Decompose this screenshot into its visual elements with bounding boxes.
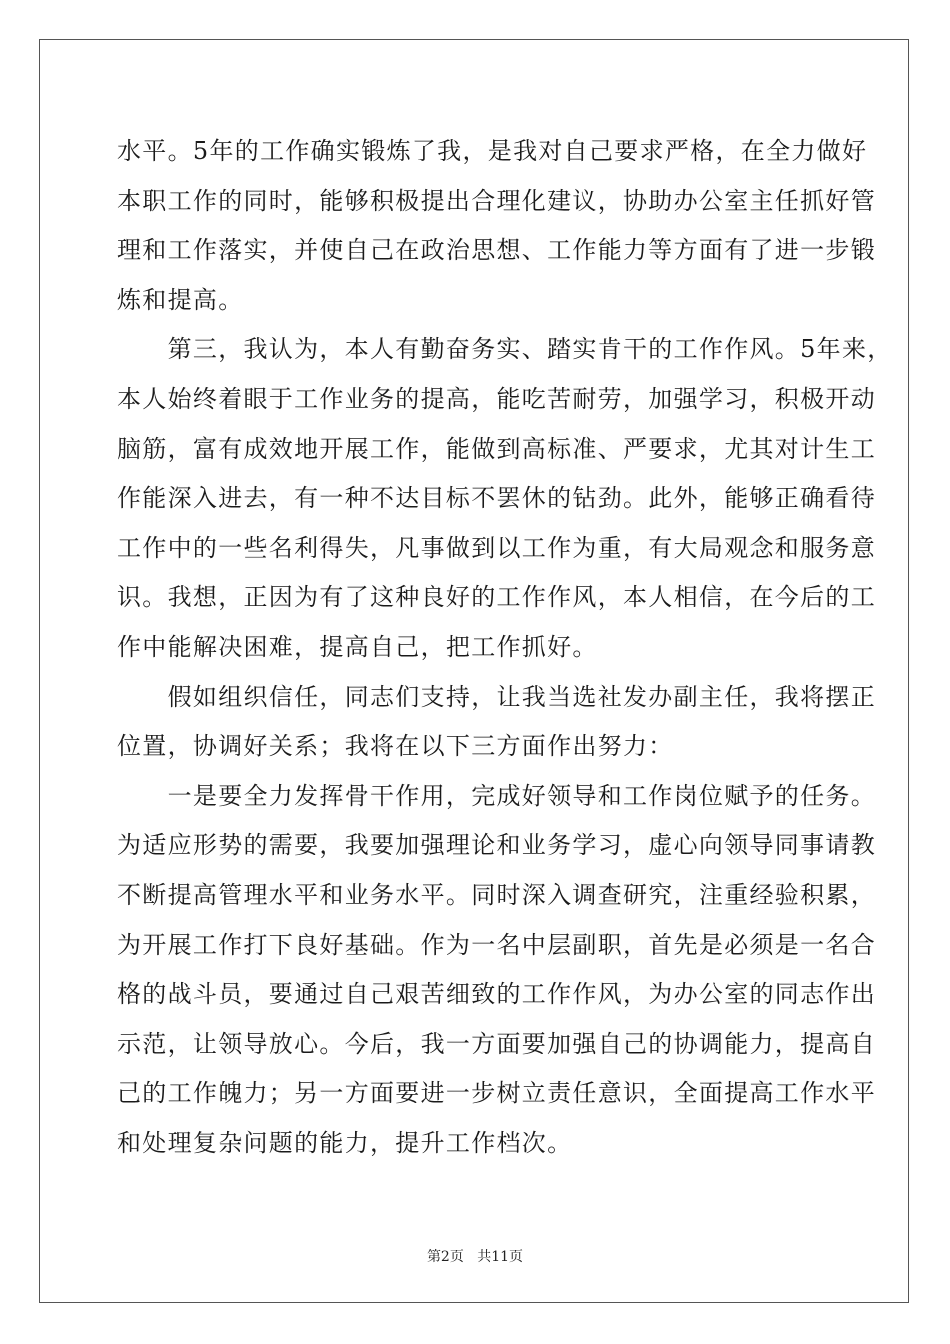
text-line: 示范，让领导放心。今后，我一方面要加强自己的协调能力，提高自 [117, 1029, 876, 1058]
text-line: 炼和提高。 [117, 285, 244, 314]
text-line: 一是要全力发挥骨干作用，完成好领导和工作岗位赋予的任务。 [117, 781, 876, 810]
page-footer [0, 1246, 950, 1266]
text-line: 水平。5年的工作确实锻炼了我，是我对自己要求严格，在全力做好 [117, 137, 868, 165]
text-line: 第三，我认为，本人有勤奋务实、踏实肯干的工作作风。5年来， [117, 335, 893, 364]
text-line: 脑筋，富有成效地开展工作，能做到高标准、严要求，尤其对计生工 [117, 434, 876, 463]
text-line: 己的工作魄力；另一方面要进一步树立责任意识，全面提高工作水平 [117, 1079, 876, 1108]
text-line: 本职工作的同时，能够积极提出合理化建议，协助办公室主任抓好管 [117, 186, 876, 215]
text-line: 假如组织信任，同志们支持，让我当选社发办副主任，我将摆正 [117, 682, 876, 711]
text-line: 不断提高管理水平和业务水平。同时深入调查研究，注重经验积累， [117, 880, 876, 909]
text-line: 作中能解决困难，提高自己，把工作抓好。 [117, 632, 598, 661]
text-line: 识。我想，正因为有了这种良好的工作作风，本人相信，在今后的工 [117, 583, 876, 612]
page-number: 第2页 [426, 1249, 464, 1265]
text-line: 理和工作落实，并使自己在政治思想、工作能力等方面有了进一步锻 [117, 236, 876, 265]
document-body [117, 127, 893, 1168]
text-line: 格的战斗员，要通过自己艰苦细致的工作作风，为办公室的同志作出 [117, 980, 876, 1009]
text-line: 为适应形势的需要，我要加强理论和业务学习，虚心向领导同事请教 [117, 831, 876, 860]
text-line: 和处理复杂问题的能力，提升工作档次。 [117, 1128, 573, 1157]
text-line: 位置，协调好关系；我将在以下三方面作出努力： [117, 732, 674, 761]
text-line: 本人始终着眼于工作业务的提高，能吃苦耐劳，加强学习，积极开动 [117, 384, 876, 413]
page-total: 共11页 [477, 1249, 524, 1265]
text-line: 工作中的一些名利得失，凡事做到以工作为重，有大局观念和服务意 [117, 533, 876, 562]
text-line: 为开展工作打下良好基础。作为一名中层副职，首先是必须是一名合 [117, 930, 876, 959]
text-line: 作能深入进去，有一种不达目标不罢休的钻劲。此外，能够正确看待 [117, 484, 876, 513]
